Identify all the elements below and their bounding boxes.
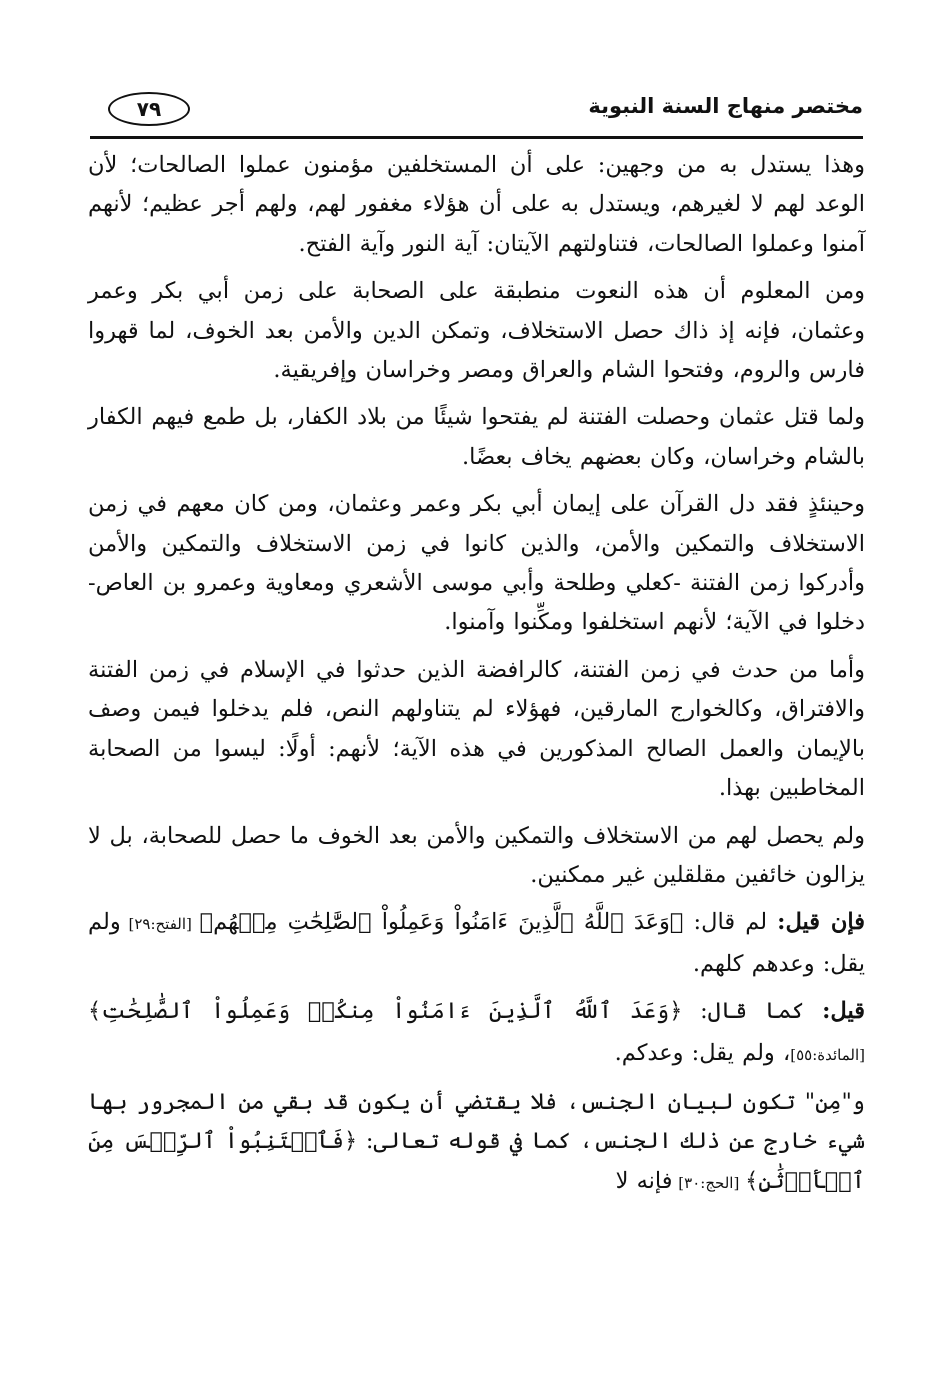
answer-text-end: ، ولم يقل: وعدكم.	[614, 1039, 791, 1066]
page-number: ٧٩	[108, 92, 190, 126]
question-text-end: ولم يقل: وعدهم كلهم.	[88, 909, 865, 977]
question-lead: فإن قيل:	[777, 909, 866, 936]
verse-reference: [المائدة:٥٥]	[790, 1045, 865, 1064]
paragraph-text: و"مِن" تكون لبيان الجنس، فلا يقتضي أن يكون قد بقي من المجرور بها شيء خارج عن ذلك الجنس، كما في قوله تعالى:	[88, 1088, 865, 1155]
quran-verse: ﴿فَٱجۡتَنِبُواْ ٱلرِّجۡسَ مِنَ ٱلۡأَوۡثَٰنِ﴾	[88, 1128, 865, 1194]
paragraph: وأما من حدث في زمن الفتنة، كالرافضة الذين حدثوا في الإسلام في زمن الفتنة والافتراق، وكالخوارج المارقين، فهؤلاء لم يتناولهم النص، فلم يدخلوا فيمن وصف بالإيمان والعمل الصالح المذكورين في هذه الآية؛ لأنهم: أولًا: ليسوا من الصحابة المخاطبين بهذا.	[88, 656, 865, 802]
paragraph: ولم يحصل لهم من الاستخلاف والتمكين والأمن بعد الخوف ما حصل للصحابة، بل لا يزالون خائفين مقلقلين غير ممكنين.	[88, 822, 865, 888]
verse-reference: [الفتح:٢٩]	[120, 915, 200, 934]
quran-verse: ﴿وَعَدَ ٱللَّهُ ٱلَّذِينَ ءَامَنُواْ وَعَمِلُواْ ٱلصَّٰلِحَٰتِ مِنۡهُم﴾	[199, 909, 684, 936]
running-title: مختصر منهاج السنة النبوية	[588, 94, 863, 118]
answer-text: كما قال:	[682, 998, 823, 1025]
page-header	[90, 92, 863, 132]
answer-paragraph	[88, 992, 865, 1075]
question-text: لم قال:	[683, 909, 778, 936]
question-paragraph	[88, 903, 865, 984]
paragraph	[88, 1083, 865, 1203]
verse-reference: [الحج:٣٠]	[672, 1173, 746, 1192]
paragraph: ولما قتل عثمان وحصلت الفتنة لم يفتحوا شيئًا من بلاد الكفار، بل طمع فيهم الكفار بالشام وخراسان، وكان بعضهم يخاف بعضًا.	[88, 404, 865, 470]
paragraph: وهذا يستدل به من وجهين: على أن المستخلفين مؤمنون عملوا الصالحات؛ لأن الوعد لهم لا لغيرهم، ويستدل به على أن هؤلاء مغفور لهم، ولهم أجر عظيم؛ لأنهم آمنوا وعملوا الصالحات، فتناولتهم الآيتان: آية النور وآية الفتح.	[88, 152, 865, 257]
page-body	[88, 146, 865, 1211]
paragraph: وحينئذٍ فقد دل القرآن على إيمان أبي بكر وعمر وعثمان، ومن كان معهم في زمن الاستخلاف والتمكين والأمن، والذين كانوا في زمن الاستخلاف والتمكين والأمن وأدركوا زمن الفتنة -كعلي وطلحة وأبي موسى الأشعري ومعاوية وعمرو بن العاص- دخلوا في الآية؛ لأنهم استخلفوا ومكِّنوا وآمنوا.	[88, 491, 865, 636]
header-rule	[90, 136, 863, 139]
paragraph-text-end: فإنه لا	[615, 1167, 673, 1194]
answer-lead: قيل:	[822, 998, 866, 1025]
paragraph: ومن المعلوم أن هذه النعوت منطبقة على الصحابة على زمن أبي بكر وعمر وعثمان، فإنه إذ ذاك حصل الاستخلاف، وتمكن الدين والأمن بعد الخوف، لما قهروا فارس والروم، وفتحوا الشام والعراق ومصر وخراسان وإفريقية.	[88, 278, 865, 384]
quran-verse: ﴿وَعَدَ ٱللَّهُ ٱلَّذِينَ ءَامَنُواْ مِنكُمۡ وَعَمِلُواْ ٱلصَّٰلِحَٰتِ﴾	[88, 998, 683, 1025]
